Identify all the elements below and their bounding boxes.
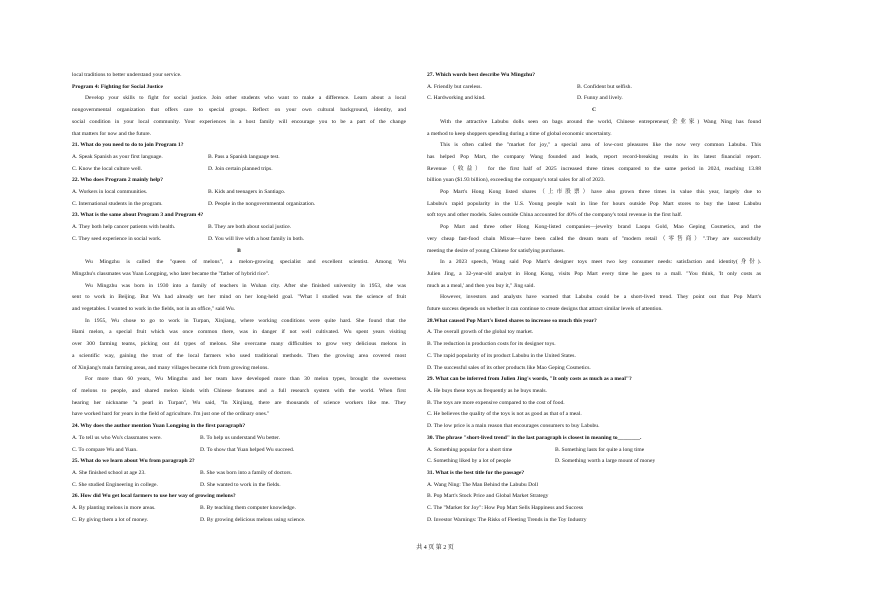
option: C. To compare Wu and Yuan.: [72, 446, 138, 453]
option: D. To show that Yuan helped Wu succeed.: [200, 446, 295, 453]
section-b-heading: B: [237, 247, 241, 254]
text-line: Hami melon, a special fruit which was once common there, was in danger if not well cultivated. Wu spent years visiting: [72, 329, 406, 336]
option: C. Hardworking and kind.: [427, 95, 486, 102]
question-27-options-row-2: [427, 93, 761, 105]
option: D. People in the nongovernmental organization.: [208, 200, 316, 207]
option: C. The rapid popularity of its product Labubu in the United States.: [427, 352, 576, 359]
question-25-options-row-1: [72, 468, 406, 480]
text-line: nongovernmental organization that offers care to special groups. Reflect on your own cultural background, identity, and: [72, 107, 406, 114]
option: A. She finished school at age 23.: [72, 469, 146, 476]
question-30-options-row-2: [427, 456, 761, 468]
text-line: Julien Jing, a 32-year-old analyst in Hong Kong, visits Pop Mart every time he goes to a mall. "You think, 'It only costs as: [427, 270, 761, 277]
option: C. The "Market for Joy": How Pop Mart Sells Happiness and Success: [427, 505, 584, 512]
question-26-options-row-1: [72, 503, 406, 515]
option: D. You will live with a host family in both.: [208, 235, 305, 242]
text-line: Labubu's rapid popularity in the U.S. Young people wait in line for hours outside Pop Mart stores to buy the latest Labubu: [427, 200, 761, 207]
option: D. Something worth a large mount of money: [555, 458, 656, 465]
question-27-options-row-1: [427, 82, 761, 94]
option: B. By teaching them computer knowledge.: [200, 505, 296, 512]
option: B. Pop Mart's Stock Price and Global Market Strategy: [427, 493, 549, 500]
text-line: meeting the desire of young Chinese for satisfying purchases.: [427, 247, 565, 254]
text-line: very cheap fast-food chain Mixue—have been called the dream team of "modern retail（零售商）".They are successfully: [427, 235, 761, 242]
option: C. International students in the program.: [72, 200, 163, 207]
text-line: that matters for now and the future.: [72, 130, 152, 137]
program-4-title: Program 4: Fighting for Social Justice: [72, 83, 163, 90]
text-line: soft toys and other models. Sales outside China accounted for 40% of the company's total revenue in the first half.: [427, 212, 683, 219]
option: B. She was born into a family of doctors.: [200, 469, 292, 476]
option: D. The successful sales of its other products like Mao Geping Cosmetics.: [427, 364, 591, 371]
question-24-options-row-1: [72, 433, 406, 445]
option: D. Join certain planned trips.: [208, 165, 273, 172]
text-line: a scientific way, gaining the trust of the local farmers who used traditional methods. Then the growing area covered most: [72, 352, 406, 359]
option: A. The overall growth of the global toy market.: [427, 329, 534, 336]
option: A. He buys these toys as frequently as he buys meals.: [427, 387, 547, 394]
passage-c: [427, 117, 761, 316]
option: D. Investor Warnings: The Risks of Fleeting Trends in the Toy Industry: [427, 516, 587, 523]
option: C. She studied Engineering in college.: [72, 481, 158, 488]
text-line: of melons to people, and shared melon kinds with Chinese features and a full research system with the world. When first: [72, 387, 406, 394]
text-line: In 1955, Wu chose to go to work in Turpan, Xinjiang, where working conditions were quite hard. She found that the: [85, 317, 406, 324]
option: B. To help us understand Wu better.: [200, 434, 280, 441]
question-26-stem: 26. How did Wu get local farmers to use her way of growing melons?: [72, 493, 236, 500]
text-line: has helped Pop Mart, the company Wang founded and leads, report record-breaking results in its latest financial report.: [427, 153, 761, 160]
left-column: [72, 70, 406, 526]
question-26-options-row-2: [72, 515, 406, 527]
question-22-options-row-1: [72, 187, 406, 199]
question-21-options-row-2: [72, 164, 406, 176]
text-line: of Xinjiang's main farming areas, and many villages became rich from growing melons.: [72, 364, 269, 371]
question-23-options-row-1: [72, 222, 406, 234]
option: A. Something popular for a short time: [427, 446, 513, 453]
text-line: Pop Mart and three other Hong Kong-listed companies—jewelry brand Laopu Gold, Mao Geping Cosmetics, and the: [440, 224, 761, 231]
text-line: future success depends on whether it can continue to create designs that attract similar levels of attention.: [427, 306, 663, 313]
option: B. Confident but selfish.: [577, 83, 632, 90]
question-31-stem: 31. What is the best title for the passage?: [427, 469, 525, 476]
question-25-options-row-2: [72, 480, 406, 492]
option: A. Wang Ning: The Man Behind the Labubu Doll: [427, 481, 539, 488]
text-line: local traditions to better understand your service.: [72, 72, 182, 78]
question-21-stem: 21. What do you need to do to join Program 1?: [72, 142, 184, 149]
option: C. They seed experience in social work.: [72, 235, 162, 242]
option: C. He believes the quality of the toys is not as good as that of a meal.: [427, 411, 582, 418]
text-line: With the attractive Labubu dolls seen on bags around the world, Chinese entrepreneur(企业家) Wang Ning has found: [440, 118, 761, 125]
page-footer: 共 4 页 第 2 页: [416, 545, 454, 551]
question-23-options-row-2: [72, 234, 406, 246]
option: C. Know the local culture well.: [72, 165, 143, 172]
text-line: sent to work in Beijing. But Wu had already set her mind on her long-held goal. "What I studied was the science of fruit: [72, 294, 406, 301]
option: D. By growing delicious melons using science.: [200, 516, 306, 523]
question-28-stem: 28.What caused Pop Mart's listed shares to increase so much this year?: [427, 317, 597, 324]
option: B. The toys are more expensive compared to the cost of food.: [427, 399, 565, 406]
option: A. They both help cancer patients with health.: [72, 224, 176, 231]
question-27-stem: 27. Which words best describe Wu Mingzhu?: [427, 72, 536, 78]
text-line: much as a meal,' and then you buy it," Jing said.: [427, 282, 535, 289]
text-line: Mingzhu's classmates was Yuan Longping, who later became the "father of hybrid rice".: [72, 270, 270, 277]
text-line: over 300 farming teams, picking out 44 types of melons. She overcame many difficulties to grow very delicious melons in: [72, 341, 406, 348]
text-line: However, investors and analysts have warned that Labubu could be a short-lived trend. They point out that Pop Mart's: [440, 294, 761, 301]
text-line: social condition in your local community. Your experiences in a host family will encourage you to be a part of the change: [72, 118, 406, 125]
option: C. Something liked by a lot of people: [427, 458, 511, 465]
text-line: This is often called the "market for joy," a special area of low-cost pleasures like the now very common Labubu. This: [440, 142, 761, 149]
question-21-options-row-1: [72, 152, 406, 164]
question-29-stem: 29. What can be inferred from Julien Jing's words, "It only costs as much as a meal"?: [427, 376, 632, 383]
option: D. The low price is a main reason that encourages consumers to buy Labubu.: [427, 423, 600, 430]
text-line: and vegetables. I wanted to work in the fields, not in an office," said Wu.: [72, 306, 236, 313]
option: D. Funny and lively.: [577, 95, 623, 102]
option: D. She wanted to work in the fields.: [200, 481, 281, 488]
option: A. Workers in local communities.: [72, 189, 148, 196]
text-line: In a 2023 speech, Wang said Pop Mart's designer toys meet two key consumer needs: satisfaction and identity(身份).: [440, 259, 761, 266]
option: A. To tell us who Wu's classmates were.: [72, 434, 162, 441]
option: B. Kids and teenagers in Santiago.: [208, 189, 286, 196]
option: C. By giving them a lot of money.: [72, 516, 149, 523]
question-24-stem: 24. Why does the author mention Yuan Longping in the first paragraph?: [72, 423, 246, 430]
question-30-stem: 30. The phrase "short-lived trend" in the last paragraph is closest in meaning to________.: [427, 434, 642, 441]
question-25-stem: 25. What do we learn about Wu from paragraph 2?: [72, 458, 195, 465]
text-line: a method to keep shoppers spending during a time of global economic uncertainty.: [427, 130, 612, 137]
question-30-options-row-1: [427, 445, 761, 457]
text-line: billion yuan ($1.93 billion), exceeding the company's total sales for all of 2023.: [427, 177, 605, 184]
option: B. Something lasts for quite a long time: [555, 446, 645, 453]
text-line: Wu Mingzhu is called the "queen of melons", a melon-growing specialist and excellent scientist. Among Wu: [85, 259, 406, 266]
option: A. Speak Spanish as your first language.: [72, 153, 163, 160]
question-22-stem: 22. Who does Program 2 mainly help?: [72, 177, 164, 184]
option: B. They are both about social justice.: [208, 224, 292, 231]
text-line: Pop Mart's Hong Kong listed shares（上市股票）have also grown three times in value this year, largely due to: [440, 189, 761, 196]
text-line: have worked hard for years in the field of agriculture. I'm just one of the ordinary ones.": [72, 411, 270, 418]
text-line: hearing her nickname "a pearl in Turpan", Wu said, "In Xinjiang, there are thousands of science workers like me. They: [72, 399, 406, 406]
question-24-options-row-2: [72, 445, 406, 457]
option: A. Friendly but careless.: [427, 83, 482, 90]
option: A. By planting melons in more areas.: [72, 505, 156, 512]
text-line: Revenue（收益） for the first half of 2025 increased three times compared to the same period in 2024, reaching 13.88: [427, 165, 761, 172]
section-c-heading: C: [591, 107, 597, 114]
text-line: For more than 60 years, Wu Mingzhu and her team have developed more than 30 melon types, brought the sweetness: [85, 376, 406, 383]
option: B. The reduction in production costs for its designer toys.: [427, 341, 556, 348]
text-line: Develop your skills to fight for social justice. Join other students who want to make a difference. Learn about a local: [85, 95, 406, 102]
question-23-stem: 23. What is the same about Program 3 and Program 4?: [72, 212, 204, 219]
option: B. Pass a Spanish language test.: [208, 153, 280, 160]
right-column: [427, 70, 761, 526]
question-22-options-row-2: [72, 199, 406, 211]
text-line: Wu Mingzhu was born in 1930 into a family of teachers in Wuhan city. After she finished university in 1953, she was: [85, 282, 406, 289]
passage-b: [72, 257, 406, 421]
